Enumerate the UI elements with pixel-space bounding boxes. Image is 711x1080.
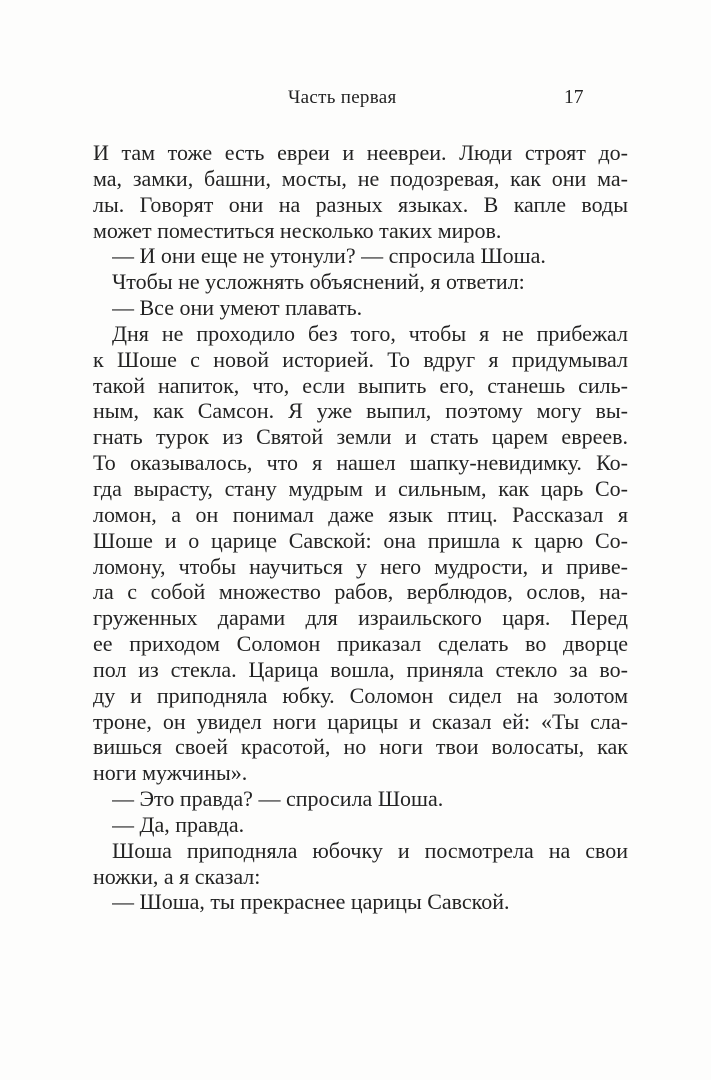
- running-header: [93, 86, 628, 110]
- text-line: — И они еще не утонули? — спросила Шоша.: [112, 243, 546, 269]
- text-line: — Это правда? — спросила Шоша.: [112, 786, 444, 812]
- text-line: ломон, а он понимал даже язык птиц. Рассказал я: [93, 501, 628, 527]
- paragraph: [93, 140, 628, 243]
- text-line: ломону, чтобы научиться у него мудрости, и приве-: [93, 553, 628, 579]
- paragraph: [93, 889, 628, 915]
- text-line: — Все они умеют плавать.: [112, 295, 363, 321]
- text-line: ма, замки, башни, мосты, не подозревая, как они ма-: [93, 165, 628, 191]
- text-line: ла с собой множество рабов, верблюдов, ослов, на-: [93, 579, 628, 605]
- paragraph: [93, 295, 628, 321]
- text-line: Шоше и о царице Савской: она пришла к царю Со-: [93, 527, 628, 553]
- text-line: ным, как Самсон. Я уже выпил, поэтому могу вы-: [93, 398, 628, 424]
- paragraph: [93, 786, 628, 812]
- paragraph: [93, 243, 628, 269]
- text-line: ноги мужчины».: [93, 760, 248, 786]
- text-line: гнать турок из Святой земли и стать царем евреев.: [93, 424, 628, 450]
- text-line: может поместиться несколько таких миров.: [93, 217, 502, 243]
- text-line: вишься своей красотой, но ноги твои волосаты, как: [93, 734, 628, 760]
- page-number: 17: [564, 87, 584, 108]
- text-line: гда вырасту, стану мудрым и сильным, как царь Со-: [93, 475, 628, 501]
- section-title: Часть первая: [288, 87, 397, 108]
- text-line: И там тоже есть евреи и неевреи. Люди строят до-: [93, 140, 628, 165]
- text-line: Шоша приподняла юбочку и посмотрела на свои: [112, 837, 628, 863]
- page-body-text: [93, 140, 628, 915]
- text-line: троне, он увидел ноги царицы и сказал ей: «Ты сла-: [93, 708, 628, 734]
- text-line: То оказывалось, что я нашел шапку-невидимку. Ко-: [93, 450, 628, 476]
- text-line: к Шоше с новой историей. То вдруг я придумывал: [93, 346, 628, 372]
- paragraph: [93, 812, 628, 838]
- text-line: груженных дарами для израильского царя. Перед: [93, 605, 628, 631]
- text-line: Чтобы не усложнять объяснений, я ответил:: [112, 269, 525, 295]
- text-line: — Да, правда.: [112, 811, 245, 837]
- text-line: Дня не проходило без того, чтобы я не прибежал: [112, 320, 628, 346]
- text-line: пол из стекла. Царица вошла, приняла стекло за во-: [93, 656, 628, 682]
- text-line: лы. Говорят они на разных языках. В капле воды: [93, 191, 628, 217]
- text-line: ее приходом Соломон приказал сделать во дворце: [93, 631, 628, 657]
- text-line: — Шоша, ты прекраснее царицы Савской.: [112, 889, 510, 915]
- paragraph: [93, 838, 628, 890]
- text-line: такой напиток, что, если выпить его, станешь силь-: [93, 372, 628, 398]
- text-line: ду и приподняла юбку. Соломон сидел на золотом: [93, 682, 628, 708]
- text-line: ножки, а я сказал:: [93, 863, 261, 889]
- paragraph: [93, 269, 628, 295]
- paragraph: [93, 321, 628, 786]
